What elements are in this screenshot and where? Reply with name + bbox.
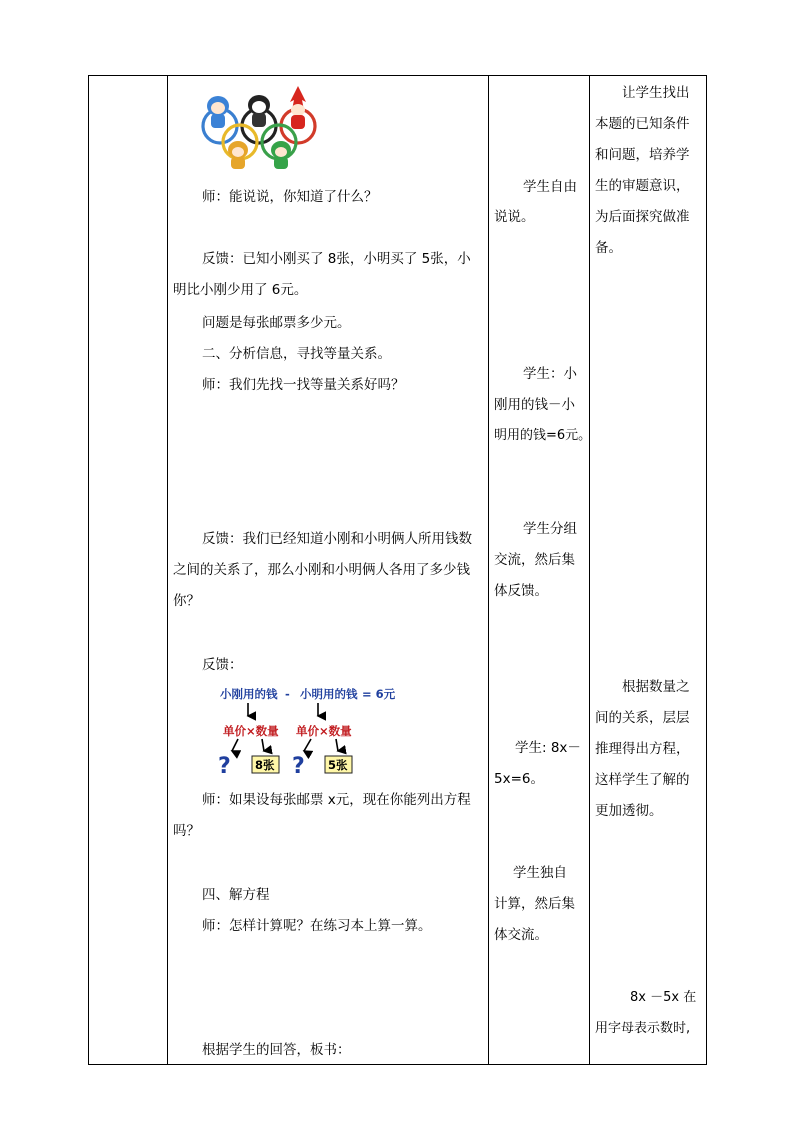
- olympic-mascots-image: [196, 80, 326, 172]
- design-intent-1-line-1: 让学生找出: [622, 85, 690, 101]
- student-activity-2-line-2: 刚用的钱－小: [494, 397, 575, 413]
- diagram-formula-left: 单价×数量: [223, 724, 279, 738]
- feedback-2-line-2: 之间的关系了，那么小刚和小明俩人各用了多少钱: [173, 562, 470, 578]
- student-activity-1-line-2: 说说。: [494, 209, 535, 225]
- design-intent-2-line-1: 根据数量之: [622, 679, 690, 695]
- diagram-arrow-right-qty: [336, 739, 338, 751]
- student-activity-1-line-1: 学生自由: [523, 179, 577, 195]
- diagram-box-left-label: 8张: [255, 758, 275, 772]
- design-intent-2-line-3: 推理得出方程，: [595, 741, 690, 757]
- diagram-arrow-left-qty: [262, 739, 264, 751]
- design-intent-1-line-2: 本题的已知条件: [595, 116, 690, 132]
- table-col-divider-3: [589, 75, 590, 1065]
- design-intent-2-line-5: 更加透彻。: [595, 803, 663, 819]
- feedback-1-line-2: 明比小刚少用了 6元。: [173, 282, 308, 298]
- table-border-top: [88, 75, 707, 76]
- equation-relationship-diagram: [196, 683, 406, 778]
- table-border-left: [88, 75, 89, 1065]
- feedback-3-label: 反馈：: [202, 657, 243, 673]
- diagram-formula-right: 单价×数量: [296, 724, 352, 738]
- student-activity-5-line-3: 体交流。: [494, 927, 548, 943]
- student-activity-3-line-3: 体反馈。: [494, 583, 548, 599]
- student-activity-5-line-2: 计算，然后集: [494, 896, 575, 912]
- section-heading-4: 四、解方程: [202, 887, 270, 903]
- design-intent-3-line-1: 8x －5x 在: [630, 990, 697, 1005]
- design-intent-1-line-3: 和问题，培养学: [595, 147, 690, 163]
- table-border-bottom: [88, 1064, 707, 1065]
- section-heading-2: 二、分析信息，寻找等量关系。: [202, 346, 391, 362]
- teacher-question-2: 师：我们先找一找等量关系好吗？: [202, 377, 405, 393]
- diagram-box-right-label: 5张: [328, 758, 348, 772]
- design-intent-1-line-4: 生的审题意识，: [595, 178, 690, 194]
- student-activity-4-line-2: 5x=6。: [494, 771, 544, 787]
- table-col-divider-1: [167, 75, 168, 1065]
- diagram-question-right: ?: [292, 754, 305, 778]
- table-col-divider-2: [488, 75, 489, 1065]
- student-activity-3-line-1: 学生分组: [523, 521, 577, 537]
- student-activity-4-line-1: 学生: 8x－: [515, 740, 581, 756]
- design-intent-3-line-2: 用字母表示数时,: [595, 1021, 691, 1036]
- teacher-question-3-line-2: 吗？: [173, 823, 200, 839]
- teacher-question-3-line-1: 师：如果设每张邮票 x元，现在你能列出方程: [202, 792, 471, 808]
- diagram-equals-label: = 6元: [362, 687, 396, 701]
- diagram-minus-sign: -: [285, 687, 290, 701]
- student-activity-2-line-1: 学生：小: [523, 366, 577, 382]
- design-intent-2-line-2: 间的关系，层层: [595, 710, 690, 726]
- design-intent-2-line-4: 这样学生了解的: [595, 772, 690, 788]
- board-writing-intro: 根据学生的回答，板书：: [202, 1042, 351, 1058]
- design-intent-1-line-5: 为后面探究做准: [595, 209, 690, 225]
- diagram-arrow-right-unit: [304, 739, 311, 751]
- problem-statement: 问题是每张邮票多少元。: [202, 315, 351, 331]
- student-activity-2-line-3: 明用的钱=6元。: [494, 428, 592, 443]
- diagram-top-right-label: 小明用的钱: [300, 687, 358, 701]
- diagram-top-left-label: 小刚用的钱: [220, 687, 278, 701]
- table-border-right: [706, 75, 707, 1065]
- feedback-1-line-1: 反馈：已知小刚买了 8张，小明买了 5张，小: [202, 251, 471, 267]
- diagram-question-left: ?: [218, 754, 231, 778]
- student-activity-3-line-2: 交流，然后集: [494, 552, 575, 568]
- diagram-arrow-left-unit: [232, 739, 238, 751]
- feedback-2-line-3: 你？: [173, 593, 200, 609]
- teacher-question-4: 师：怎样计算呢？在练习本上算一算。: [202, 918, 432, 934]
- teacher-question-1: 师：能说说，你知道了什么？: [202, 189, 378, 205]
- design-intent-1-line-6: 备。: [595, 240, 622, 256]
- student-activity-5-line-1: 学生独自: [513, 865, 567, 881]
- feedback-2-line-1: 反馈：我们已经知道小刚和小明俩人所用钱数: [202, 531, 472, 547]
